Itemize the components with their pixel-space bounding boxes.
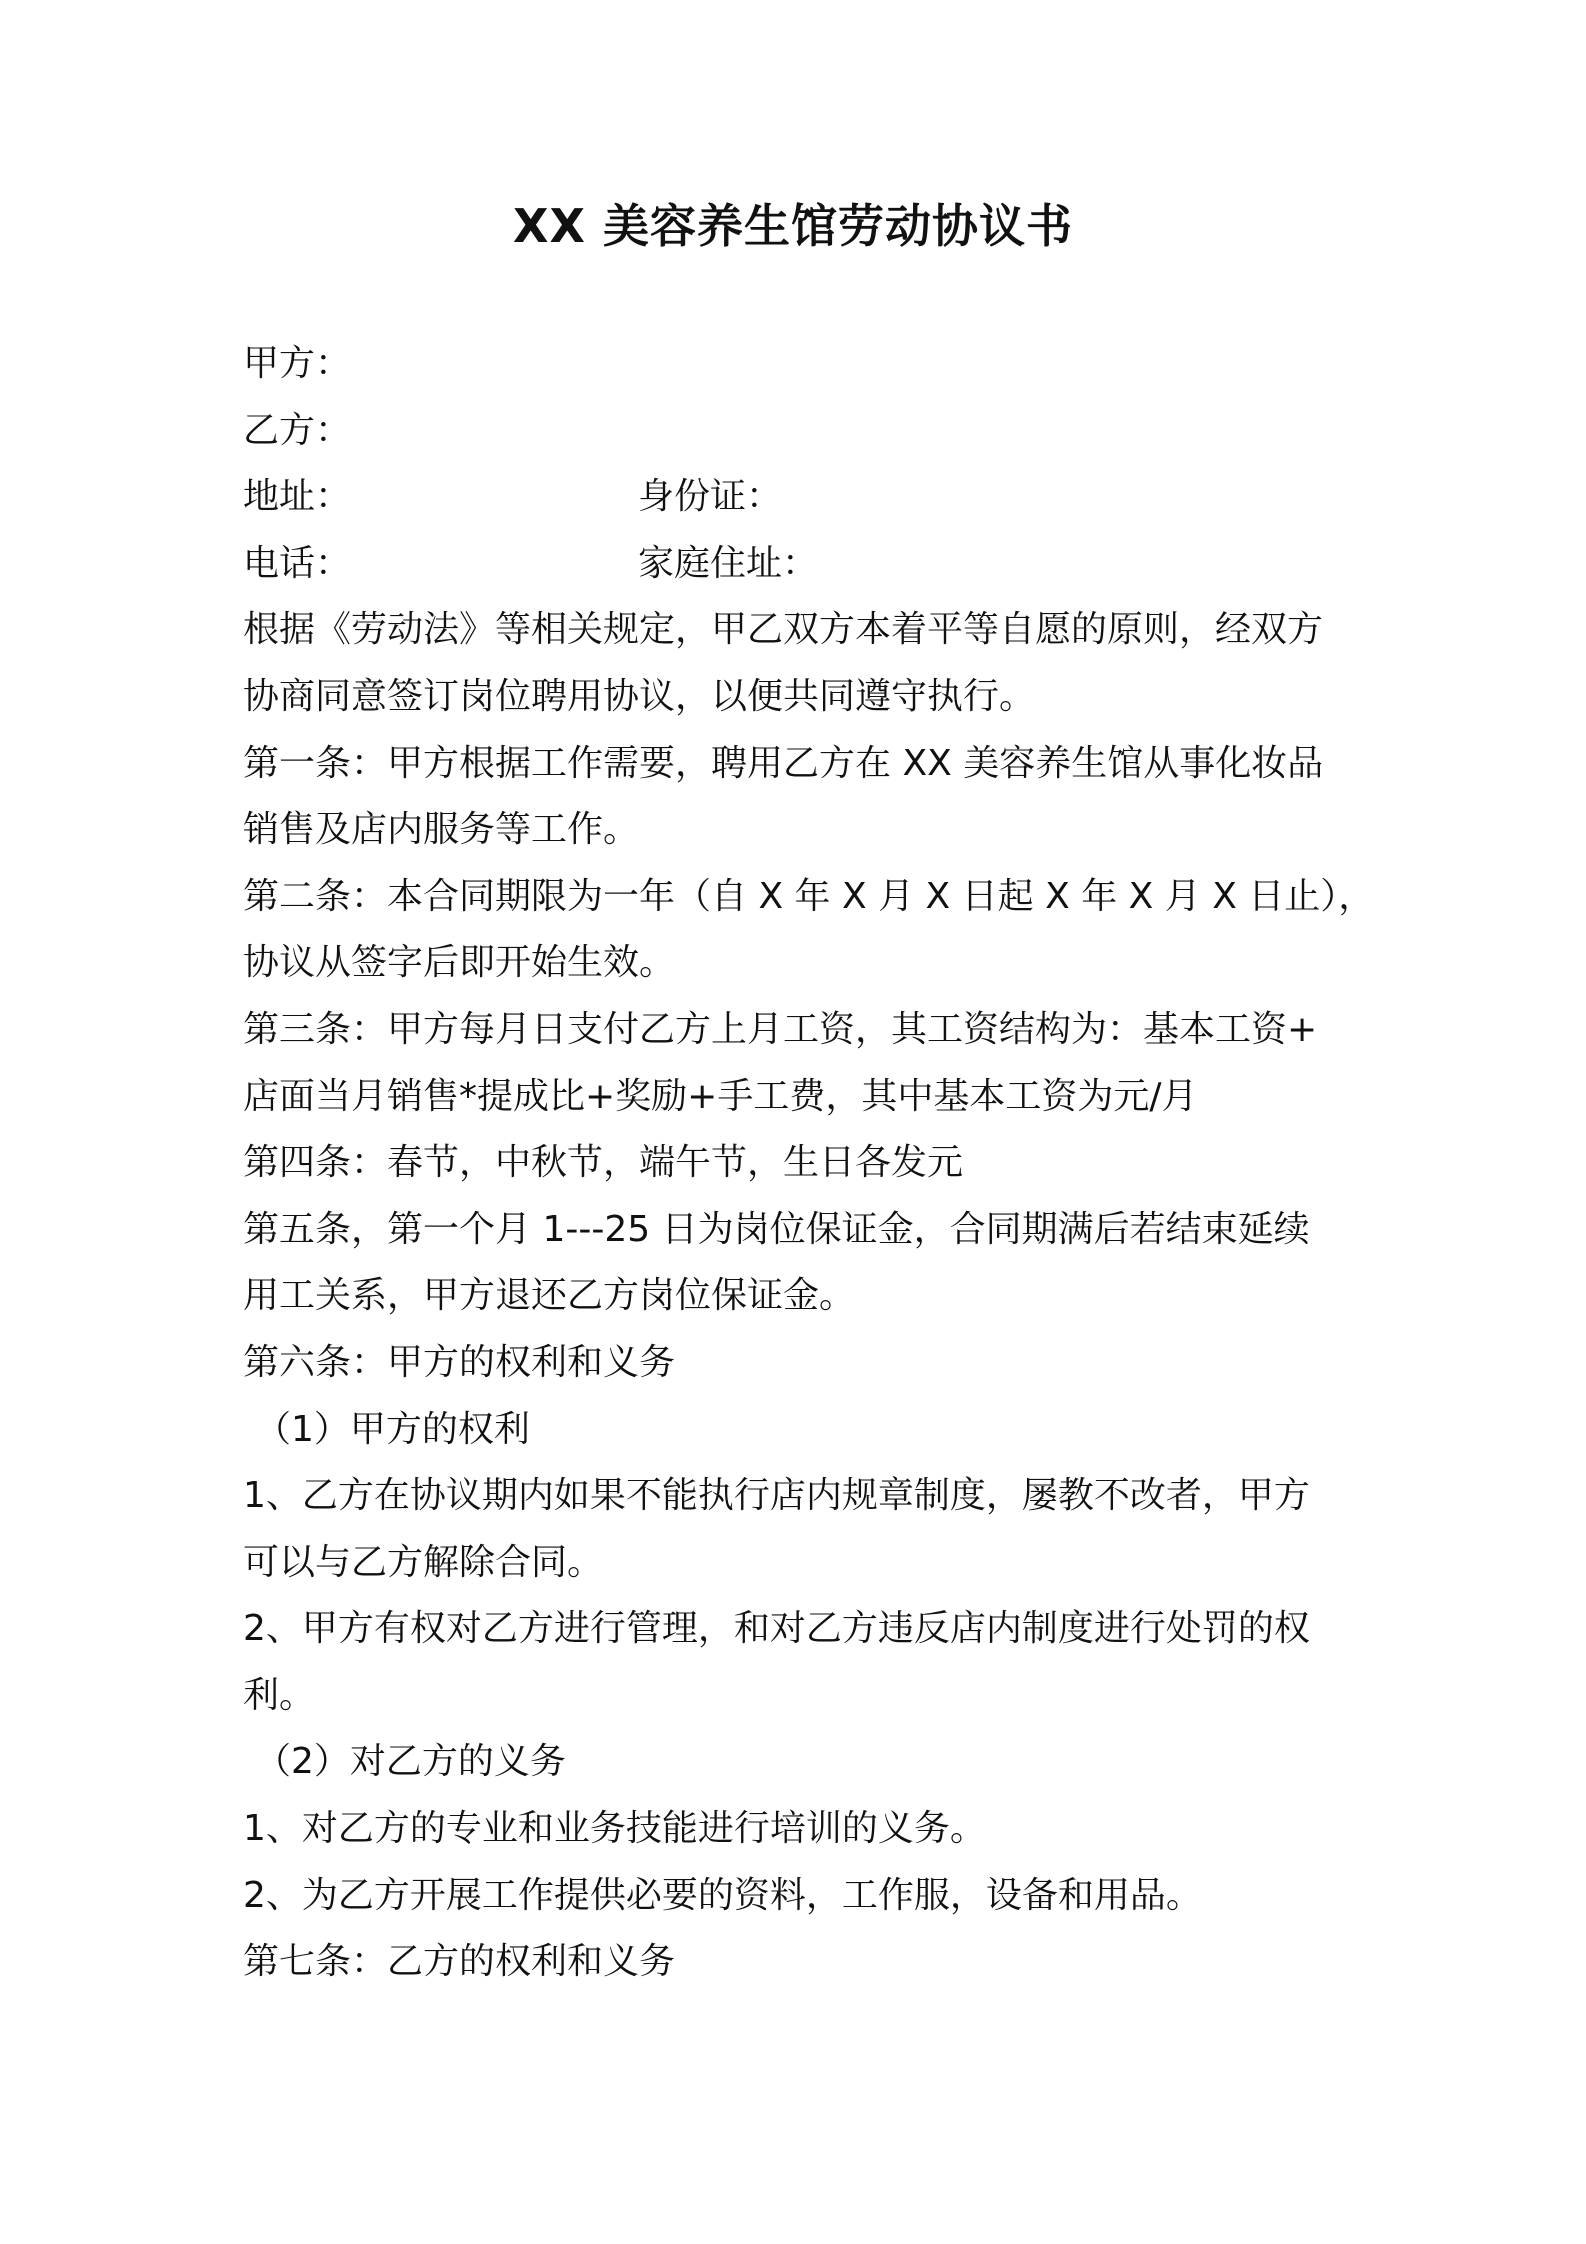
article-1-line-2: 销售及店内服务等工作。 — [243, 809, 640, 851]
article-5-line-1: 第五条，第一个月 1---25 日为岗位保证金，合同期满后若结束延续 — [243, 1208, 1310, 1250]
phone-row — [243, 531, 1363, 598]
document-title: XX 美容养生馆劳动协议书 — [513, 199, 1073, 253]
party-a-field: 甲方： — [243, 343, 352, 384]
home-address-field: 家庭住址： — [638, 542, 819, 584]
article-6-heading: 第六条：甲方的权利和义务 — [243, 1341, 676, 1383]
preamble-line-1: 根据《劳动法》等相关规定，甲乙双方本着平等自愿的原则，经双方 — [243, 609, 1324, 651]
id-card-field: 身份证： — [638, 476, 783, 518]
party-a-rights-heading: （1）甲方的权利 — [255, 1408, 530, 1450]
party-a-obligation-2: 2、为乙方开展工作提供必要的资料，工作服，设备和用品。 — [243, 1874, 1202, 1916]
article-3-line-2: 店面当月销售*提成比+奖励+手工费，其中基本工资为元/月 — [243, 1075, 1198, 1117]
party-b-field: 乙方： — [243, 409, 352, 451]
article-2-line-2: 协议从签字后即开始生效。 — [243, 942, 676, 984]
article-5-line-2: 用工关系，甲方退还乙方岗位保证金。 — [243, 1275, 856, 1317]
article-3-line-1: 第三条：甲方每月日支付乙方上月工资，其工资结构为：基本工资+ — [243, 1008, 1318, 1050]
address-field: 地址： — [243, 476, 352, 518]
party-a-right-2-line-2: 利。 — [243, 1674, 316, 1716]
preamble-line-2: 协商同意签订岗位聘用协议，以便共同遵守执行。 — [243, 675, 1036, 717]
article-1-line-1: 第一条：甲方根据工作需要，聘用乙方在 XX 美容养生馆从事化妆品 — [243, 742, 1324, 784]
party-a-right-1-line-1: 1、乙方在协议期内如果不能执行店内规章制度，屡教不改者，甲方 — [243, 1475, 1310, 1517]
article-2-line-1: 第二条：本合同期限为一年（自 X 年 X 月 X 日起 X 年 X 月 X 日止）， — [243, 875, 1375, 917]
article-4-line: 第四条：春节，中秋节，端午节，生日各发元 — [243, 1142, 964, 1184]
address-row — [243, 464, 1363, 531]
phone-field: 电话： — [243, 542, 352, 584]
party-a-right-1-line-2: 可以与乙方解除合同。 — [243, 1541, 604, 1583]
party-a-obligations-heading: （2）对乙方的义务 — [255, 1741, 566, 1783]
party-a-right-2-line-1: 2、甲方有权对乙方进行管理，和对乙方违反店内制度进行处罚的权 — [243, 1608, 1310, 1650]
article-7-heading: 第七条：乙方的权利和义务 — [243, 1941, 676, 1983]
document-body — [243, 331, 1375, 1996]
party-a-obligation-1: 1、对乙方的专业和业务技能进行培训的义务。 — [243, 1808, 986, 1850]
